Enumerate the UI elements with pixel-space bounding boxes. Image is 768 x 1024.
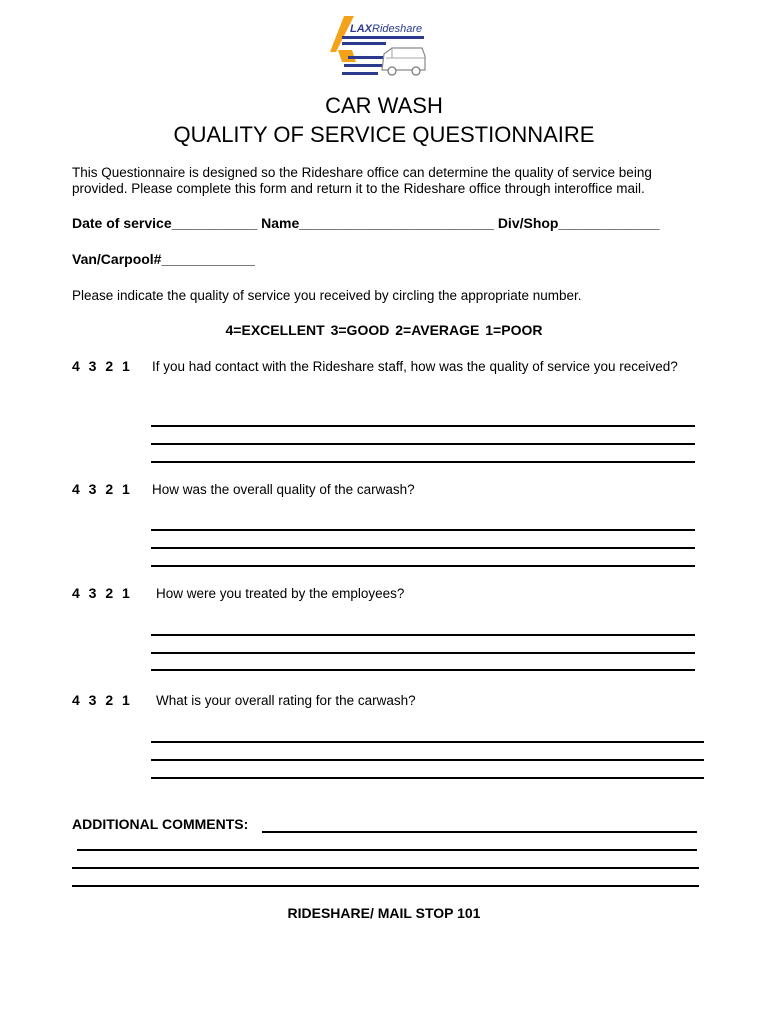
question-2-text: How was the overall quality of the carwash? — [152, 482, 415, 497]
question-4-text: What is your overall rating for the carwash? — [156, 693, 416, 708]
question-4-rating[interactable]: 4 3 2 1 — [72, 692, 130, 708]
comments-line[interactable] — [77, 849, 697, 851]
question-3-text: How were you treated by the employees? — [156, 586, 405, 601]
answer-line[interactable] — [151, 443, 695, 445]
answer-line[interactable] — [151, 759, 704, 761]
question-2-rating[interactable]: 4 3 2 1 — [72, 481, 130, 497]
title-line2: QUALITY OF SERVICE QUESTIONNAIRE — [173, 122, 595, 147]
date-name-div-fields[interactable]: Date of service___________ Name_________________________ Div/Shop_____________ — [72, 215, 660, 231]
comments-line[interactable] — [72, 885, 699, 887]
instruction-text: Please indicate the quality of service you received by circling the appropriate number. — [72, 288, 582, 303]
van-carpool-field[interactable]: Van/Carpool#____________ — [72, 251, 255, 267]
question-1-text: If you had contact with the Rideshare staff, how was the quality of service you received? — [152, 359, 678, 374]
question-3-rating[interactable]: 4 3 2 1 — [72, 585, 130, 601]
rating-scale: 4=EXCELLENT 3=GOOD 2=AVERAGE 1=POOR — [225, 322, 543, 338]
comments-line[interactable] — [72, 867, 699, 869]
answer-line[interactable] — [151, 529, 695, 531]
lax-rideshare-logo — [330, 12, 430, 84]
answer-line[interactable] — [151, 652, 695, 654]
svg-text:LAXRideshare: LAXRideshare — [350, 23, 423, 35]
intro-text: This Questionnaire is designed so the Rideshare office can determine the quality of service being provided. Please complete this form and return it to the Rideshare office through interoffice mail. — [72, 165, 652, 196]
answer-line[interactable] — [151, 777, 704, 779]
additional-comments-label: ADDITIONAL COMMENTS: — [72, 816, 249, 832]
comments-line[interactable] — [262, 831, 697, 833]
answer-line[interactable] — [151, 425, 695, 427]
question-1-rating[interactable]: 4 3 2 1 — [72, 358, 130, 374]
answer-line[interactable] — [151, 547, 695, 549]
answer-line[interactable] — [151, 669, 695, 671]
footer-mail-stop: RIDESHARE/ MAIL STOP 101 — [287, 905, 481, 921]
answer-line[interactable] — [151, 741, 704, 743]
answer-line[interactable] — [151, 461, 695, 463]
title-line1: CAR WASH — [325, 93, 443, 118]
answer-line[interactable] — [151, 565, 695, 567]
answer-line[interactable] — [151, 634, 695, 636]
